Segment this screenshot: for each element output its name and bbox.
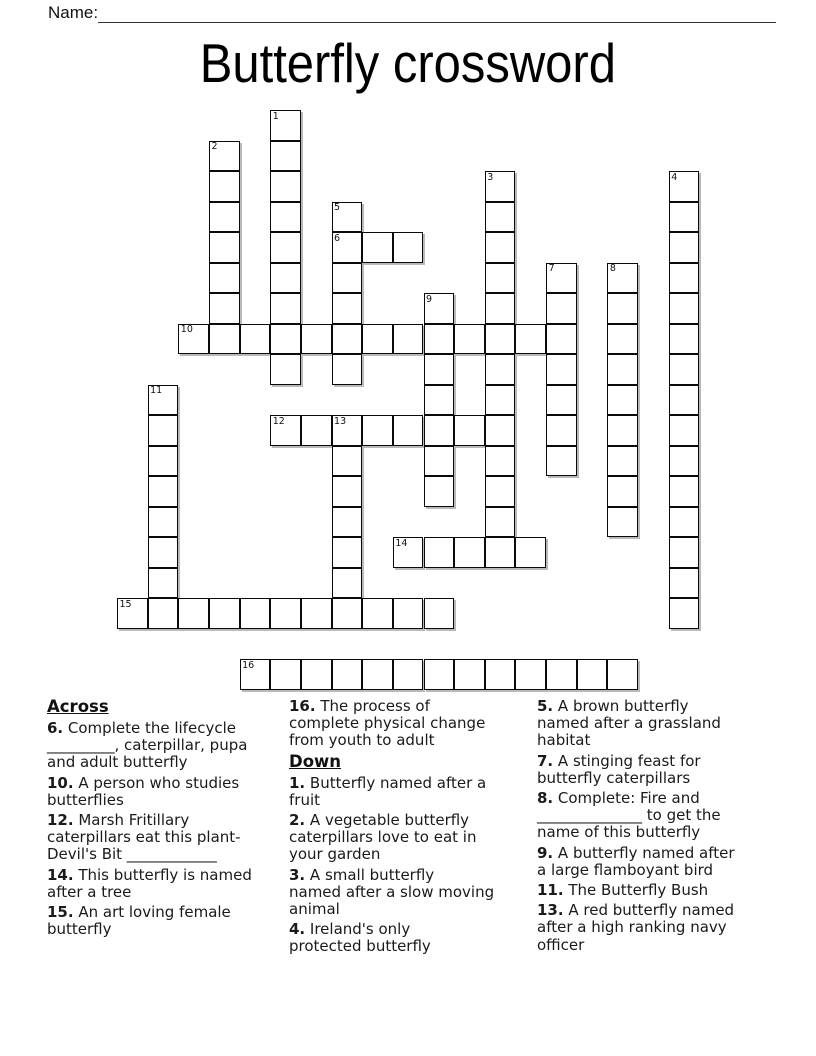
clue-line: _________, caterpillar, pupa xyxy=(47,736,248,755)
grid-cell[interactable] xyxy=(148,476,179,507)
clue-line: animal xyxy=(289,900,340,919)
grid-cell[interactable] xyxy=(270,324,301,355)
down-header: Down xyxy=(289,751,342,771)
clue xyxy=(289,812,533,864)
across-header: Across xyxy=(47,697,109,716)
cell-number: 5 xyxy=(334,202,341,213)
grid-cell[interactable] xyxy=(362,415,393,446)
clue xyxy=(537,753,779,787)
clue-line: ______________ to get the xyxy=(537,806,721,825)
grid-cell[interactable] xyxy=(270,171,301,202)
clue-line: habitat xyxy=(537,731,591,750)
clue-line: 10. A person who studies xyxy=(47,773,240,792)
grid-cell[interactable] xyxy=(332,537,363,568)
clue-line: after a tree xyxy=(47,882,132,901)
grid-cell[interactable] xyxy=(546,293,577,324)
clue-number: 1. xyxy=(289,773,306,792)
clue-number: 12. xyxy=(47,811,74,830)
grid-cell[interactable] xyxy=(669,324,700,355)
grid-cell[interactable] xyxy=(607,263,638,294)
grid-cell[interactable] xyxy=(454,324,485,355)
clue-line: 9. A butterfly named after xyxy=(537,843,735,862)
grid-cell[interactable] xyxy=(485,232,516,263)
clue-number: 11. xyxy=(537,881,564,900)
clue-number: 6. xyxy=(47,719,64,737)
clue xyxy=(537,790,779,842)
cell-number: 6 xyxy=(334,232,341,244)
grid-cell[interactable] xyxy=(148,598,179,629)
grid-cell[interactable] xyxy=(301,324,332,355)
grid-cell[interactable] xyxy=(301,415,332,446)
grid-cell[interactable] xyxy=(270,354,301,385)
grid-cell[interactable] xyxy=(607,324,638,355)
grid-cell[interactable] xyxy=(209,232,240,263)
clue xyxy=(537,902,779,954)
grid-cell[interactable] xyxy=(607,385,638,416)
clue-number: 9. xyxy=(537,843,554,862)
cell-number: 12 xyxy=(272,415,285,427)
grid-cell[interactable] xyxy=(669,446,700,477)
grid-cell[interactable] xyxy=(607,507,638,538)
clue-line: 15. An art loving female xyxy=(47,903,231,922)
grid-cell[interactable] xyxy=(485,476,516,507)
grid-cell[interactable] xyxy=(332,263,363,294)
grid-cell[interactable] xyxy=(515,324,546,355)
grid-cell[interactable] xyxy=(454,659,485,690)
grid-cell[interactable] xyxy=(270,598,301,629)
grid-cell[interactable] xyxy=(270,415,301,446)
grid-cell[interactable] xyxy=(270,659,301,690)
grid-cell[interactable] xyxy=(485,293,516,324)
cell-number: 13 xyxy=(334,415,347,427)
grid-cell[interactable] xyxy=(178,324,209,355)
grid-cell[interactable] xyxy=(515,659,546,690)
clue-column xyxy=(537,698,779,957)
grid-cell[interactable] xyxy=(607,476,638,507)
grid-cell[interactable] xyxy=(669,476,700,507)
grid-cell[interactable] xyxy=(270,202,301,233)
grid-cell[interactable] xyxy=(332,293,363,324)
grid-cell[interactable] xyxy=(515,537,546,568)
clue-number: 8. xyxy=(537,789,554,808)
clue-line: 13. A red butterfly named xyxy=(537,901,735,920)
clue-number: 16. xyxy=(289,697,316,715)
grid-cell[interactable] xyxy=(669,537,700,568)
clue-number: 7. xyxy=(537,751,554,770)
clue-line: 5. A brown butterfly xyxy=(537,697,689,715)
cell-number: 7 xyxy=(548,263,555,274)
grid-cell[interactable] xyxy=(209,263,240,294)
clue-line: from youth to adult xyxy=(289,731,435,750)
grid-cell[interactable] xyxy=(209,598,240,629)
grid-cell[interactable] xyxy=(209,171,240,202)
grid-cell[interactable] xyxy=(148,568,179,599)
clue-number: 10. xyxy=(47,773,74,792)
grid-cell[interactable] xyxy=(148,507,179,538)
clue-line: complete physical change xyxy=(289,714,486,733)
clue-line: named after a slow moving xyxy=(289,882,495,901)
grid-cell[interactable] xyxy=(209,141,240,172)
clue xyxy=(289,867,533,919)
cell-number: 2 xyxy=(211,141,218,152)
grid-cell[interactable] xyxy=(424,659,455,690)
grid-cell[interactable] xyxy=(393,598,424,629)
clue-number: 2. xyxy=(289,811,306,830)
grid-cell[interactable] xyxy=(301,659,332,690)
grid-cell[interactable] xyxy=(240,659,271,690)
grid-cell[interactable] xyxy=(332,354,363,385)
grid-cell[interactable] xyxy=(332,476,363,507)
clue xyxy=(537,845,779,879)
grid-cell[interactable] xyxy=(240,324,271,355)
grid-cell[interactable] xyxy=(485,415,516,446)
grid-cell[interactable] xyxy=(332,568,363,599)
grid-cell[interactable] xyxy=(424,324,455,355)
clue-line: a large flamboyant bird xyxy=(537,860,714,879)
clue xyxy=(47,720,287,772)
clue-line: fruit xyxy=(289,790,321,809)
grid-cell[interactable] xyxy=(485,171,516,202)
grid-cell[interactable] xyxy=(546,446,577,477)
clue xyxy=(537,698,779,750)
grid-cell[interactable] xyxy=(424,476,455,507)
clue-line: name of this butterfly xyxy=(537,823,701,842)
grid-cell[interactable] xyxy=(209,324,240,355)
clue-line: and adult butterfly xyxy=(47,753,188,772)
grid-cell[interactable] xyxy=(669,385,700,416)
page-title-text: Butterfly crossword xyxy=(199,32,617,94)
clue-line: protected butterfly xyxy=(289,937,431,956)
grid-cell[interactable] xyxy=(117,598,148,629)
grid-cell[interactable] xyxy=(148,537,179,568)
grid-cell[interactable] xyxy=(424,293,455,324)
grid-cell[interactable] xyxy=(270,141,301,172)
grid-cell[interactable] xyxy=(669,598,700,629)
grid-cell[interactable] xyxy=(362,659,393,690)
grid-cell[interactable] xyxy=(148,385,179,416)
cell-number: 4 xyxy=(671,171,678,183)
cell-number: 10 xyxy=(180,324,193,335)
clue xyxy=(47,867,287,901)
clue-line: 2. A vegetable butterfly xyxy=(289,811,470,830)
grid-cell[interactable] xyxy=(485,354,516,385)
grid-cell[interactable] xyxy=(209,202,240,233)
clue-number: 15. xyxy=(47,903,74,922)
clue-line: 14. This butterfly is named xyxy=(47,865,252,884)
grid-cell[interactable] xyxy=(332,232,363,263)
clue-line: 12. Marsh Fritillary xyxy=(47,811,190,830)
grid-cell[interactable] xyxy=(607,446,638,477)
grid-cell[interactable] xyxy=(577,659,608,690)
grid-cell[interactable] xyxy=(148,446,179,477)
clue-number: 4. xyxy=(289,920,306,939)
clue-line: 4. Ireland's only xyxy=(289,920,411,939)
clue-line: your garden xyxy=(289,845,381,864)
clue-column xyxy=(289,698,533,959)
name-label: Name: xyxy=(48,3,99,22)
grid-cell[interactable] xyxy=(669,415,700,446)
grid-cell[interactable] xyxy=(607,415,638,446)
grid-cell[interactable] xyxy=(546,415,577,446)
grid-cell[interactable] xyxy=(362,324,393,355)
grid-cell[interactable] xyxy=(669,293,700,324)
grid-cell[interactable] xyxy=(332,324,363,355)
clue-line: caterpillars love to eat in xyxy=(289,828,477,847)
grid-cell[interactable] xyxy=(332,202,363,233)
grid-cell[interactable] xyxy=(270,110,301,141)
grid-cell[interactable] xyxy=(669,568,700,599)
grid-cell[interactable] xyxy=(362,598,393,629)
grid-cell[interactable] xyxy=(393,415,424,446)
grid-cell[interactable] xyxy=(393,324,424,355)
grid-cell[interactable] xyxy=(546,385,577,416)
clue-line: 3. A small butterfly xyxy=(289,865,435,884)
clue-line: named after a grassland xyxy=(537,714,721,733)
cell-number: 11 xyxy=(150,385,163,396)
grid-cell[interactable] xyxy=(393,537,424,568)
clue-line: caterpillars eat this plant- xyxy=(47,828,241,847)
clue xyxy=(537,882,779,899)
grid-cell[interactable] xyxy=(485,385,516,416)
clue-number: 13. xyxy=(537,901,564,920)
clue-line: butterfly caterpillars xyxy=(537,768,691,787)
clue xyxy=(289,921,533,955)
grid-cell[interactable] xyxy=(485,324,516,355)
grid-cell[interactable] xyxy=(393,232,424,263)
grid-cell[interactable] xyxy=(270,263,301,294)
cell-number: 15 xyxy=(119,598,132,610)
cell-number: 16 xyxy=(242,659,255,671)
cell-number: 1 xyxy=(272,110,279,122)
grid-cell[interactable] xyxy=(332,659,363,690)
clue-column xyxy=(47,698,287,941)
grid-cell[interactable] xyxy=(424,415,455,446)
grid-cell[interactable] xyxy=(178,598,209,629)
grid-cell[interactable] xyxy=(270,232,301,263)
grid-cell[interactable] xyxy=(424,537,455,568)
grid-cell[interactable] xyxy=(332,507,363,538)
clue-number: 3. xyxy=(289,865,306,884)
grid-cell[interactable] xyxy=(209,293,240,324)
grid-cell[interactable] xyxy=(669,263,700,294)
clue-line: 6. Complete the lifecycle xyxy=(47,719,236,737)
clue xyxy=(289,775,533,809)
grid-cell[interactable] xyxy=(546,324,577,355)
grid-cell[interactable] xyxy=(148,415,179,446)
grid-cell[interactable] xyxy=(485,263,516,294)
clue-line: officer xyxy=(537,935,585,954)
grid-cell[interactable] xyxy=(485,537,516,568)
grid-cell[interactable] xyxy=(669,232,700,263)
grid-cell[interactable] xyxy=(332,415,363,446)
grid-cell[interactable] xyxy=(362,232,393,263)
clue-line: Devil's Bit ____________ xyxy=(47,845,217,864)
clue-line: 8. Complete: Fire and xyxy=(537,789,700,808)
clue-line: 11. The Butterfly Bush xyxy=(537,881,709,900)
grid-cell[interactable] xyxy=(393,659,424,690)
grid-cell[interactable] xyxy=(270,293,301,324)
clue xyxy=(47,775,287,809)
grid-cell[interactable] xyxy=(669,354,700,385)
grid-cell[interactable] xyxy=(485,507,516,538)
grid-cell[interactable] xyxy=(240,598,271,629)
cell-number: 3 xyxy=(487,171,494,183)
clue-line: butterflies xyxy=(47,790,124,809)
clue xyxy=(289,698,533,750)
grid-cell[interactable] xyxy=(301,598,332,629)
grid-cell[interactable] xyxy=(669,171,700,202)
grid-cell[interactable] xyxy=(669,202,700,233)
grid-cell[interactable] xyxy=(424,598,455,629)
grid-cell[interactable] xyxy=(607,293,638,324)
grid-cell[interactable] xyxy=(546,263,577,294)
cell-number: 8 xyxy=(609,263,616,274)
grid-cell[interactable] xyxy=(424,446,455,477)
grid-cell[interactable] xyxy=(485,202,516,233)
grid-cell[interactable] xyxy=(424,354,455,385)
clue-line: 16. The process of xyxy=(289,697,430,715)
grid-cell[interactable] xyxy=(332,446,363,477)
clue-number: 14. xyxy=(47,865,74,884)
clue xyxy=(47,904,287,938)
grid-cell[interactable] xyxy=(669,507,700,538)
grid-cell[interactable] xyxy=(485,446,516,477)
grid-cell[interactable] xyxy=(454,415,485,446)
clue-line: after a high ranking navy xyxy=(537,918,727,937)
grid-cell[interactable] xyxy=(546,354,577,385)
grid-cell[interactable] xyxy=(454,537,485,568)
grid-cell[interactable] xyxy=(607,659,638,690)
cell-number: 14 xyxy=(395,537,408,549)
clue-number: 5. xyxy=(537,697,554,715)
clue-line: butterfly xyxy=(47,920,112,939)
clue-line: 1. Butterfly named after a xyxy=(289,773,487,792)
grid-cell[interactable] xyxy=(485,659,516,690)
clue xyxy=(47,812,287,864)
grid-cell[interactable] xyxy=(332,598,363,629)
cell-number: 9 xyxy=(426,293,433,305)
grid-cell[interactable] xyxy=(424,385,455,416)
clue-line: 7. A stinging feast for xyxy=(537,751,701,770)
grid-cell[interactable] xyxy=(546,659,577,690)
grid-cell[interactable] xyxy=(607,354,638,385)
